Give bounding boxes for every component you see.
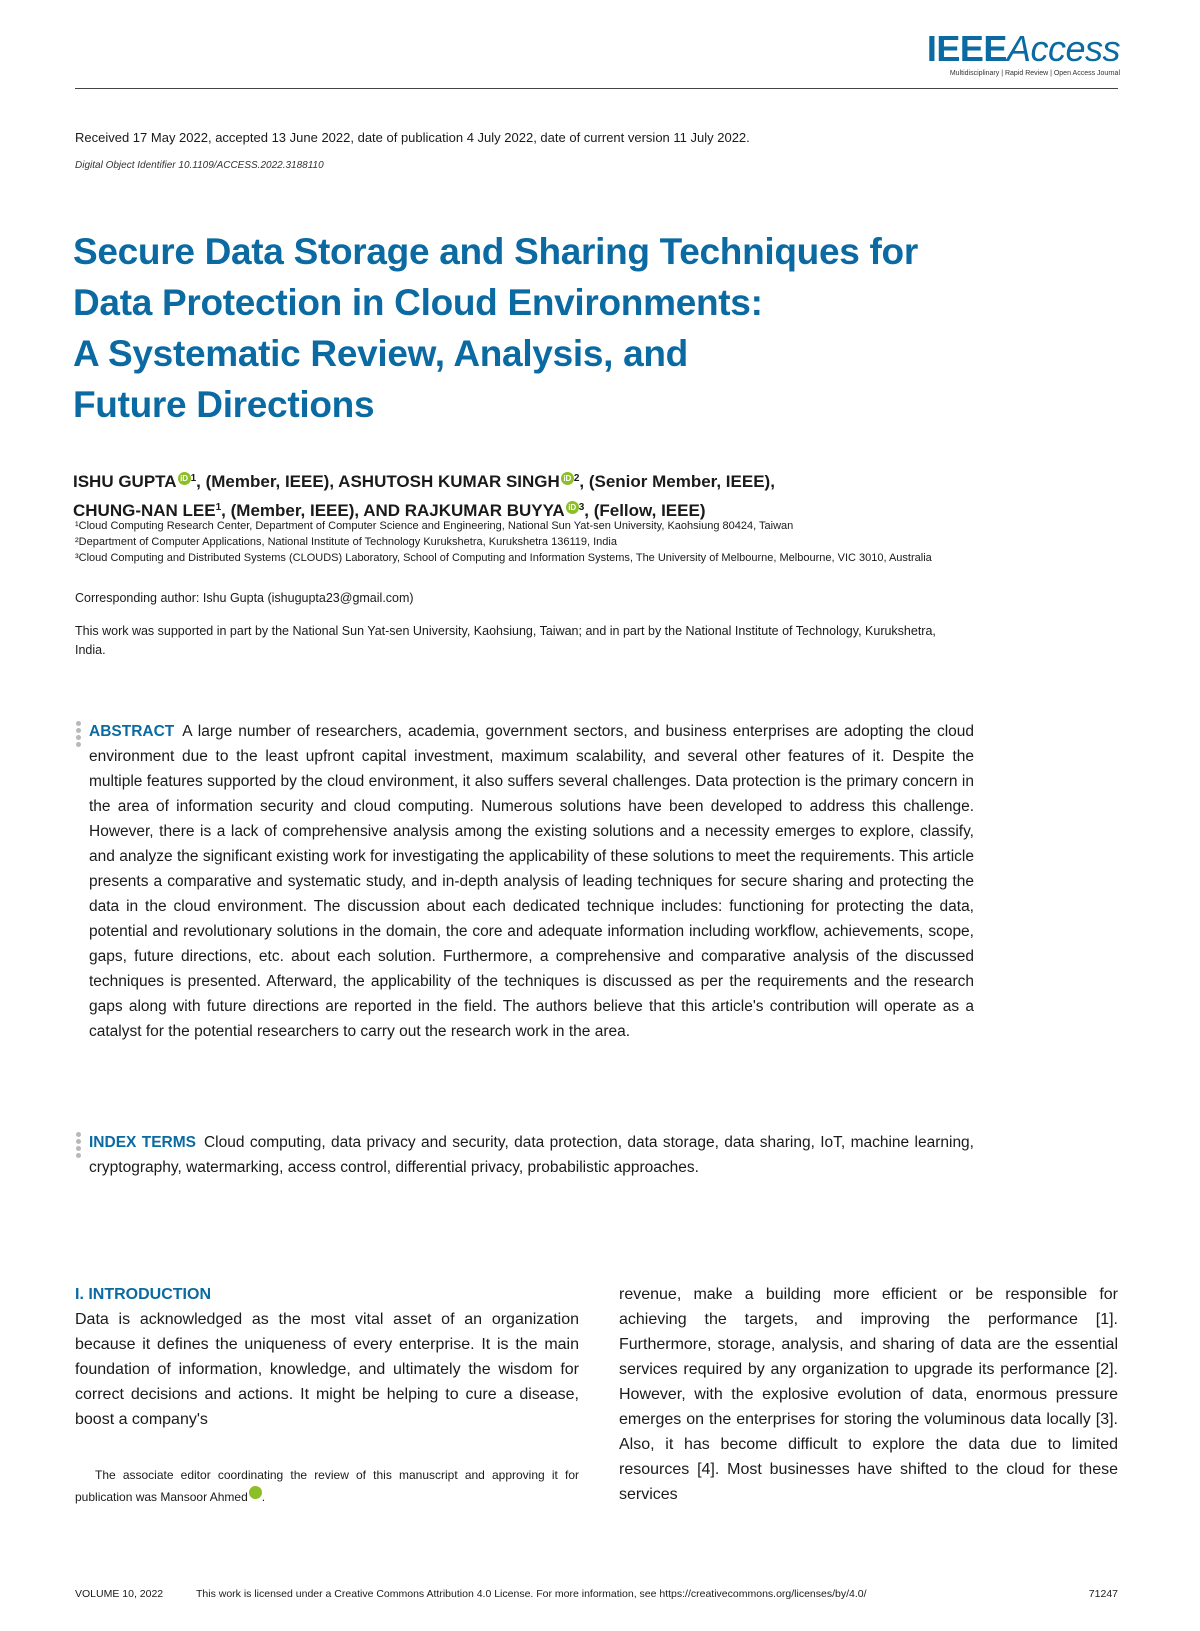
title-line-1: Secure Data Storage and Sharing Techniques for <box>73 231 918 272</box>
handle-dot <box>76 721 81 726</box>
footer-volume: VOLUME 10, 2022 <box>75 1588 164 1600</box>
abstract-text: A large number of researchers, academia, government sectors, and business enterprises are adopting the cloud environment due to the least upfront capital investment, maximum scalability, and several other features of it. Despite the multiple features supported by the cloud environment, it also suffers several challenges. Data protection is the primary concern in the area of information security and cloud computing. Numerous solutions have been developed to address this challenge. However, there is a lack of comprehensive analysis among the existing solutions and a necessity emerges to explore, classify, and analyze the significant existing work for investigating the applicability of these solutions to meet the requirements. This article presents a comparative and systematic study, and in-depth analysis of leading techniques for secure sharing and protecting the data in the cloud environment. The discussion about each dedicated technique includes: functioning for protecting the data, potential and revolutionary solutions in the domain, the core and adequate information including workflow, achievements, scope, gaps, future directions, etc. about each solution. Furthermore, a comprehensive and comparative analysis of the discussed techniques is presented. Afterward, the applicability of the techniques is discussed as per the requirements and the research gaps along with future directions are reported in the field. The authors believe that this article's contribution will operate as a catalyst for the potential researchers to carry out the research work in the area. <box>89 723 974 1040</box>
footnote-end: . <box>261 1490 266 1504</box>
footnote-body: The associate editor coordinating the review of this manuscript and approving it for publication was Mansoor Ahmed <box>75 1468 579 1504</box>
index-terms-label: INDEX TERMS <box>89 1134 196 1151</box>
author-affil-sup: 1 <box>215 502 222 513</box>
abstract <box>89 719 974 1044</box>
affiliation-2: ²Department of Computer Applications, National Institute of Technology Kurukshetra, Kurukshetra 136119, India <box>75 536 617 548</box>
header-rule <box>75 88 1118 89</box>
title-line-2: Data Protection in Cloud Environments: <box>73 282 763 323</box>
abstract-expand-handle[interactable] <box>76 721 82 749</box>
editor-footnote <box>75 1464 579 1508</box>
orcid-icon[interactable]: iD <box>566 501 579 514</box>
author-role: , (Senior Member, IEEE), <box>579 472 775 491</box>
intro-paragraph-left: Data is acknowledged as the most vital asset of an organization because it defines the uniqueness of every enterprise. It is the main foundation of information, knowledge, and ultimately the wisdom for correct decisions and actions. It might be helping to cure a disease, boost a company's <box>75 1311 579 1428</box>
author-name: ISHU GUPTA <box>73 472 177 491</box>
received-dates: Received 17 May 2022, accepted 13 June 2022, date of publication 4 July 2022, date of current version 11 July 2022. <box>75 130 750 145</box>
footer-license[interactable]: This work is licensed under a Creative Commons Attribution 4.0 License. For more information, see https://creativecommons.org/licenses/by/4.0/ <box>196 1588 867 1600</box>
corresponding-author: Corresponding author: Ishu Gupta (ishugupta23@gmail.com) <box>75 591 414 605</box>
affiliations <box>75 518 955 566</box>
abstract-label: ABSTRACT <box>89 723 175 740</box>
paper-title <box>73 226 973 430</box>
footer-page-number: 71247 <box>1088 1588 1118 1600</box>
author-name: RAJKUMAR BUYYA <box>404 501 565 520</box>
ieee-access-logo <box>927 30 1120 77</box>
author-role: , (Member, IEEE), <box>196 472 339 491</box>
affiliation-1: ¹Cloud Computing Research Center, Department of Computer Science and Engineering, National Sun Yat-sen University, Kaohsiung 80424, Taiwan <box>75 520 794 532</box>
author-name: ASHUTOSH KUMAR SINGH <box>338 472 560 491</box>
handle-dot <box>76 735 81 740</box>
body-left-column <box>75 1282 579 1432</box>
handle-dot <box>76 1146 81 1151</box>
logo-wordmark <box>927 30 1120 68</box>
index-terms <box>89 1130 974 1180</box>
logo-tagline: Multidisciplinary | Rapid Review | Open Access Journal <box>949 70 1120 77</box>
handle-dot <box>76 728 81 733</box>
author-role: , (Fellow, IEEE) <box>584 501 706 520</box>
author-list <box>73 466 973 524</box>
handle-dot <box>76 1132 81 1137</box>
section-heading-introduction: I. INTRODUCTION <box>75 1286 211 1303</box>
doi-line: Digital Object Identifier 10.1109/ACCESS.2022.3188110 <box>75 160 324 171</box>
index-terms-text: Cloud computing, data privacy and security, data protection, data storage, data sharing, IoT, machine learning, cryptography, watermarking, access control, differential privacy, probabilistic approaches. <box>89 1134 974 1176</box>
orcid-icon[interactable]: iD <box>561 472 574 485</box>
index-terms-expand-handle[interactable] <box>76 1132 82 1160</box>
intro-paragraph-right: revenue, make a building more efficient or be responsible for achieving the targets, and improving the performance [1]. Furthermore, storage, analysis, and sharing of data are the essential services required by any organization to upgrade its performance [2]. However, with the explosive evolution of data, enormous pressure emerges on the enterprises for storing the voluminous data locally [3]. Also, it has become difficult to explore the data due to limited resources [4]. Most businesses have shifted to the cloud for these services <box>619 1286 1118 1503</box>
affiliation-3: ³Cloud Computing and Distributed Systems (CLOUDS) Laboratory, School of Computing and Information Systems, The University of Melbourne, Melbourne, VIC 3010, Australia <box>75 552 932 564</box>
handle-dot <box>76 742 81 747</box>
logo-access-text: Access <box>1006 28 1120 69</box>
author-name: CHUNG-NAN LEE <box>73 501 216 520</box>
footnote-text <box>75 1464 579 1508</box>
title-line-3: A Systematic Review, Analysis, and <box>73 333 688 374</box>
author-affil-sup: 2 <box>573 473 580 484</box>
body-right-column <box>619 1282 1118 1507</box>
handle-dot <box>76 1139 81 1144</box>
author-affil-sup: 3 <box>578 502 585 513</box>
author-role: , (Member, IEEE), AND <box>221 501 405 520</box>
logo-ieee-text: IEEE <box>926 28 1007 69</box>
orcid-icon[interactable]: iD <box>178 472 191 485</box>
orcid-icon[interactable]: iD <box>249 1486 262 1499</box>
title-line-4: Future Directions <box>73 384 375 425</box>
funding-statement: This work was supported in part by the National Sun Yat-sen University, Kaohsiung, Taiwan; and in part by the National Institute of Technology, Kurukshetra, India. <box>75 624 936 657</box>
handle-dot <box>76 1153 81 1158</box>
author-affil-sup: 1 <box>190 473 197 484</box>
